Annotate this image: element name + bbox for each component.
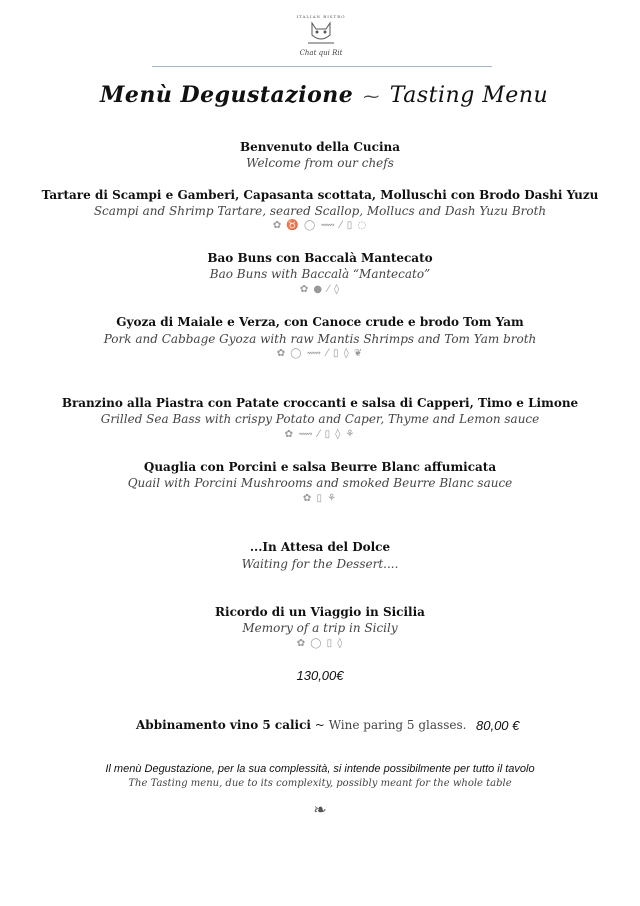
wine-pairing	[136, 718, 466, 732]
course-subtitle: Quail with Porcini Mushrooms and smoked Beurre Blanc sauce	[127, 476, 513, 490]
course-title: Gyoza di Maiale e Verza, con Canoce crude e brodo Tom Yam	[116, 315, 524, 329]
title-italian: Menù Degustazione	[100, 82, 354, 108]
title-ornament: ⁓	[363, 87, 380, 106]
header-divider	[152, 66, 492, 67]
restaurant-logo	[295, 14, 347, 64]
allergen-icons: ✿ ▯ ⚘	[302, 493, 338, 504]
allergen-icons: ✿ ● ⁄ ◊	[299, 284, 341, 295]
note-english: The Tasting menu, due to its complexity, possibly meant for the whole table	[128, 778, 512, 789]
course-subtitle: Welcome from our chefs	[246, 156, 394, 170]
title-english: Tasting Menu	[389, 83, 549, 108]
course-title: ...In Attesa del Dolce	[249, 540, 391, 554]
course-title: Ricordo di un Viaggio in Sicilia	[215, 605, 425, 619]
allergen-icons: ✿ ◯ ⟿ ⁄ ▯ ◊ ❦	[276, 348, 364, 359]
allergen-icons: ✿ ♉ ◯ ⟿ ⁄ ▯ ◌	[272, 220, 368, 231]
allergen-icons: ✿ ⟿ ⁄ ▯ ◊ ⚘	[284, 429, 356, 440]
logo-name: Chat qui Rit	[299, 49, 343, 57]
cat-icon	[306, 19, 336, 45]
course-title: Bao Buns con Baccalà Mantecato	[207, 251, 433, 265]
wine-pairing-english: Wine paring 5 glasses.	[328, 718, 467, 732]
course-subtitle: Scampi and Shrimp Tartare, seared Scallop, Mollucs and Dash Yuzu Broth	[93, 204, 547, 218]
course-title: Tartare di Scampi e Gamberi, Capasanta scottata, Molluschi con Brodo Dashi Yuzu	[41, 188, 599, 202]
menu-price: 130,00€	[296, 668, 344, 683]
wine-price: 80,00 €	[476, 718, 520, 733]
logo-tagline: ITALIAN BISTRO	[296, 14, 346, 19]
course-title: Branzino alla Piastra con Patate croccanti e salsa di Capperi, Timo e Limone	[61, 396, 579, 410]
wine-separator: ~	[314, 718, 325, 732]
course-subtitle: Memory of a trip in Sicily	[242, 621, 398, 635]
course-title: Quaglia con Porcini e salsa Beurre Blanc affumicata	[143, 460, 497, 474]
wine-pairing-italian: Abbinamento vino 5 calici	[136, 718, 311, 732]
ornament-icon: ❧	[313, 800, 327, 819]
course-subtitle: Grilled Sea Bass with crispy Potato and Caper, Thyme and Lemon sauce	[100, 412, 540, 426]
course-subtitle: Waiting for the Dessert....	[241, 557, 399, 571]
page-title	[100, 82, 548, 108]
course-subtitle: Bao Buns with Baccalà “Mantecato”	[209, 267, 431, 281]
course-title: Benvenuto della Cucina	[239, 140, 401, 154]
note-italian: Il menù Degustazione, per la sua complessità, si intende possibilmente per tutto il tavolo	[105, 763, 535, 775]
course-subtitle: Pork and Cabbage Gyoza with raw Mantis Shrimps and Tom Yam broth	[103, 332, 537, 346]
allergen-icons: ✿ ◯ ▯ ◊	[296, 638, 344, 649]
